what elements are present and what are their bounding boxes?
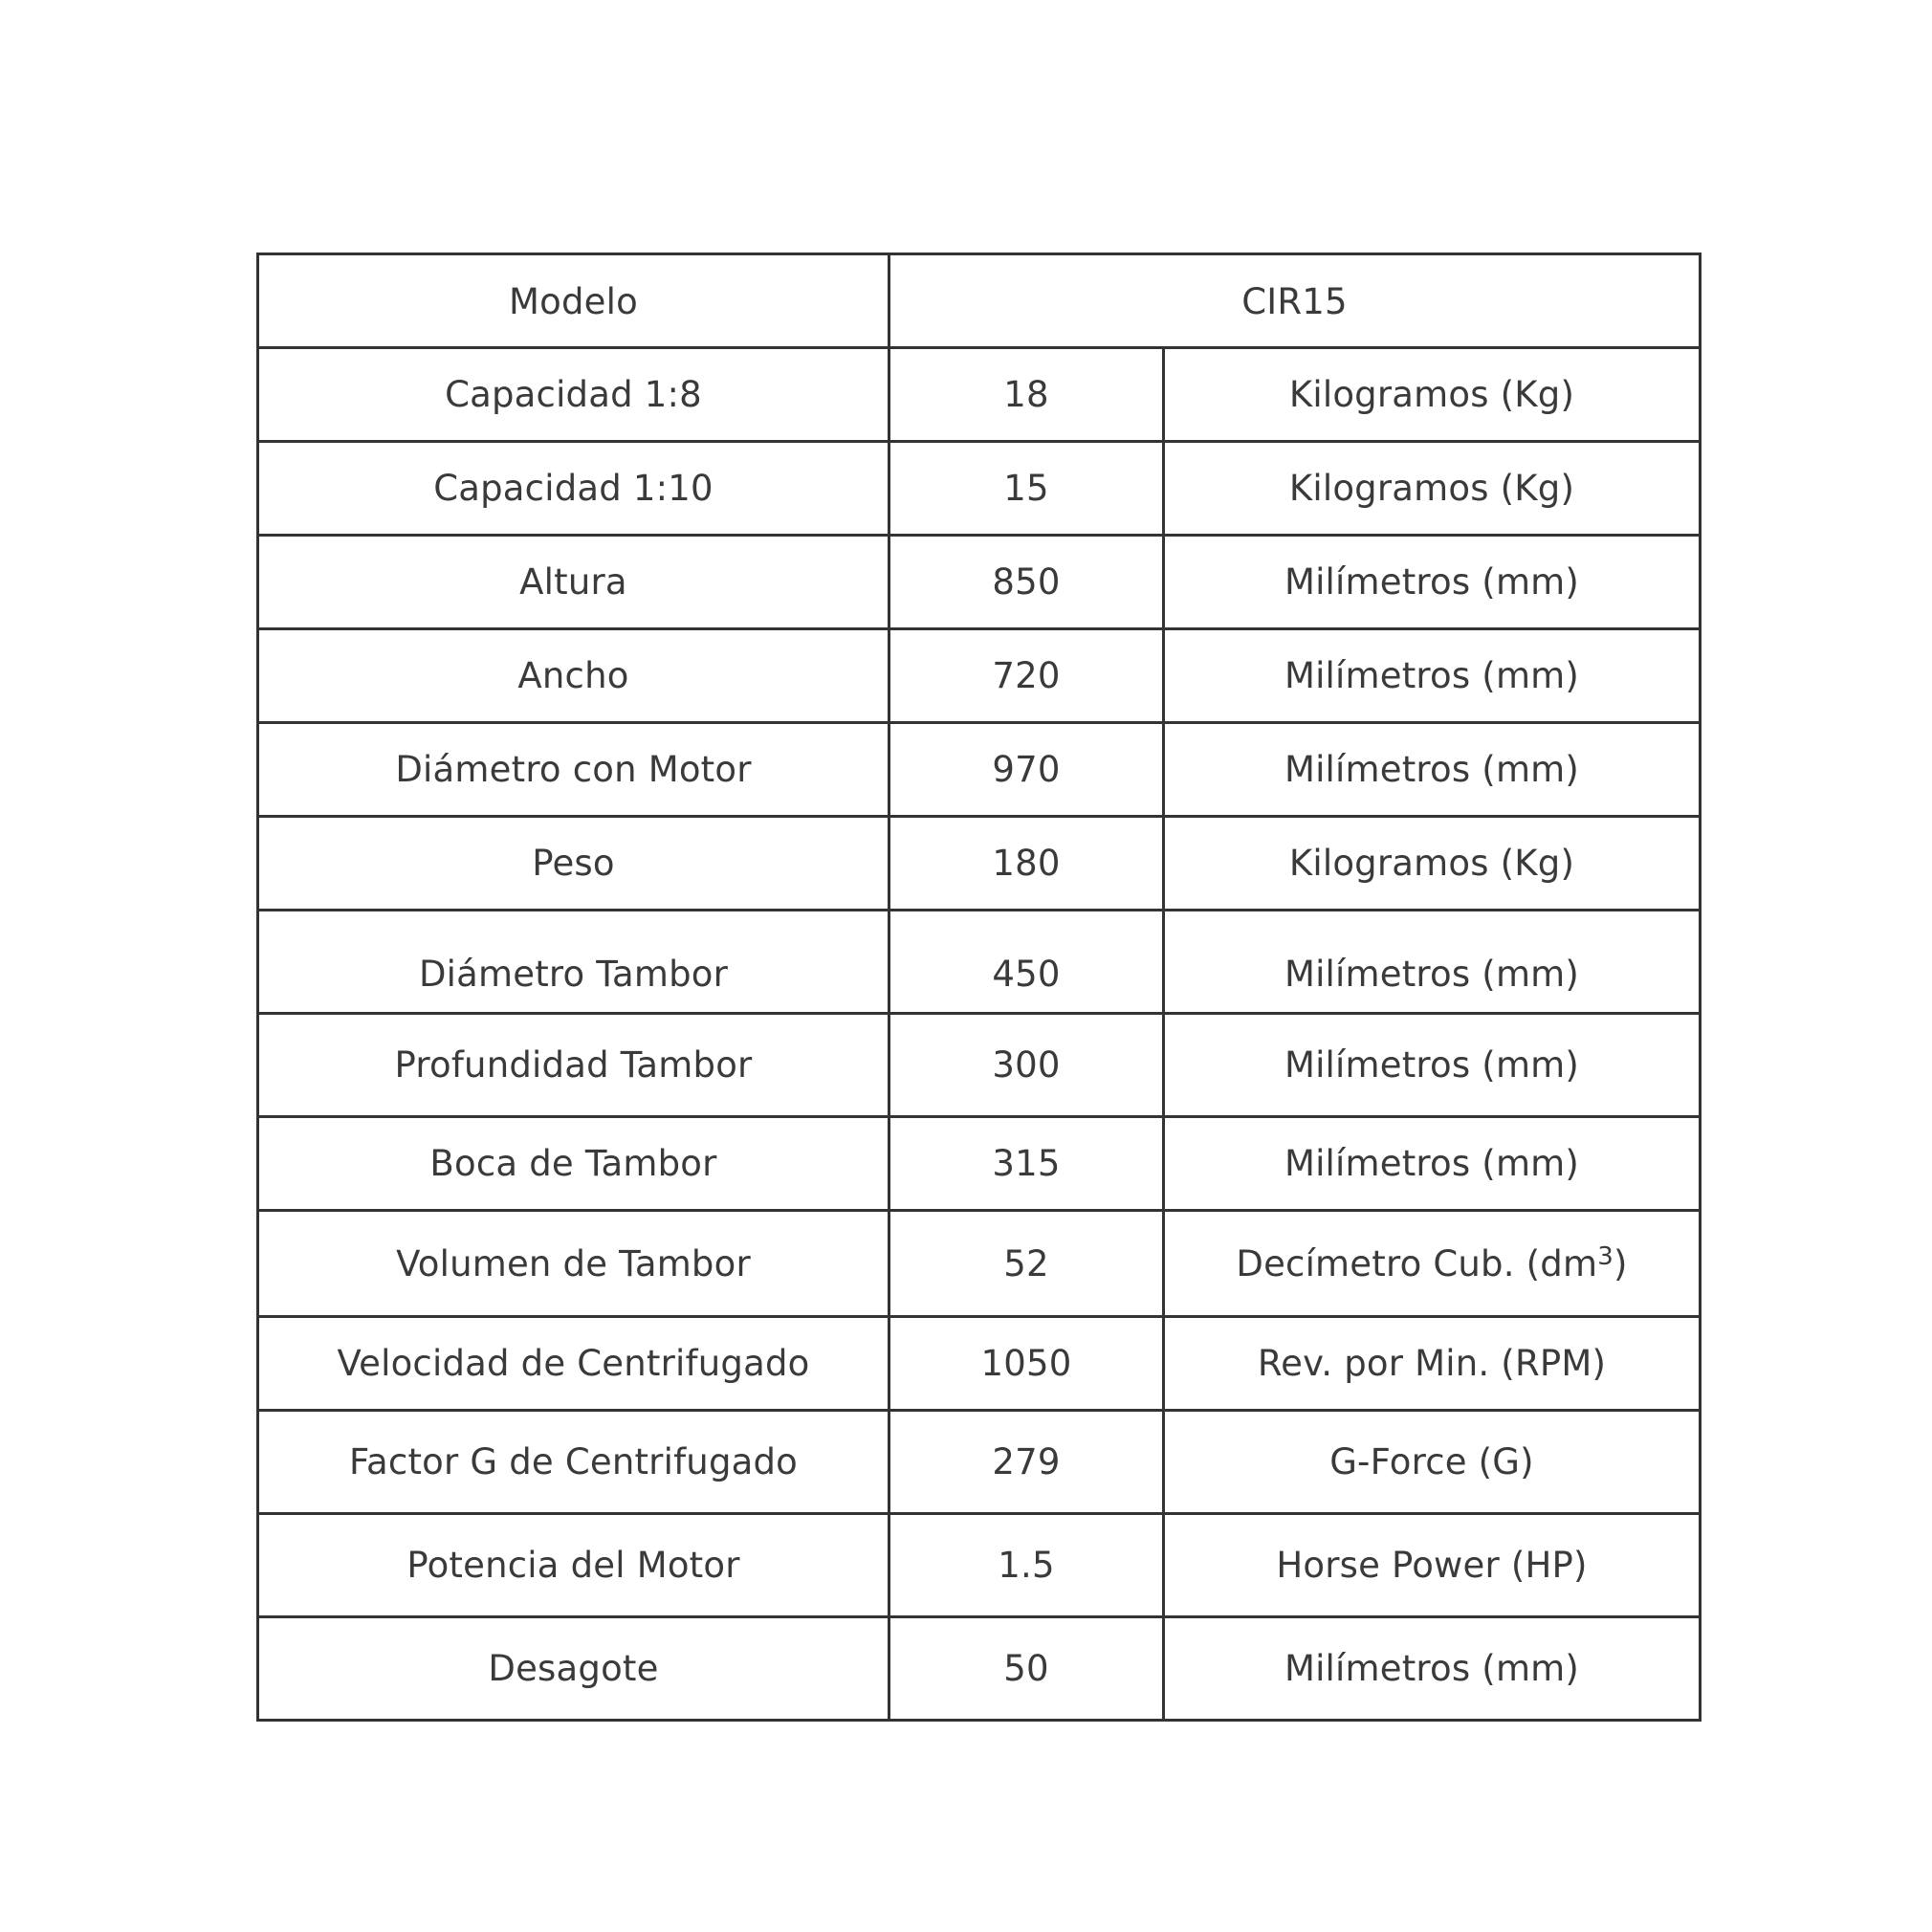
spec-value: 1050 [889, 1317, 1164, 1411]
spec-label: Volumen de Tambor [258, 1211, 889, 1317]
spec-unit: Rev. por Min. (RPM) [1164, 1317, 1701, 1411]
spec-label: Factor G de Centrifugado [258, 1411, 889, 1514]
spec-unit: Milímetros (mm) [1164, 1014, 1701, 1117]
table-row [258, 911, 1701, 1014]
table-row [258, 1211, 1701, 1317]
table-row [258, 817, 1701, 911]
spec-label: Potencia del Motor [258, 1514, 889, 1617]
spec-unit: Kilogramos (Kg) [1164, 817, 1701, 911]
table-header-row [258, 254, 1701, 348]
spec-value: 1.5 [889, 1514, 1164, 1617]
spec-value: 300 [889, 1014, 1164, 1117]
spec-label: Ancho [258, 629, 889, 723]
spec-unit: Milímetros (mm) [1164, 723, 1701, 817]
spec-unit: Milímetros (mm) [1164, 1617, 1701, 1721]
spec-unit: Milímetros (mm) [1164, 629, 1701, 723]
spec-value: 720 [889, 629, 1164, 723]
spec-unit: G-Force (G) [1164, 1411, 1701, 1514]
spec-label: Boca de Tambor [258, 1117, 889, 1211]
table-row [258, 1617, 1701, 1721]
spec-label: Desagote [258, 1617, 889, 1721]
spec-label: Capacidad 1:8 [258, 348, 889, 442]
spec-label: Peso [258, 817, 889, 911]
spec-value: 52 [889, 1211, 1164, 1317]
spec-value: 450 [889, 911, 1164, 1014]
model-value: CIR15 [889, 254, 1701, 348]
spec-label: Diámetro Tambor [258, 911, 889, 1014]
table-row [258, 1411, 1701, 1514]
spec-label: Velocidad de Centrifugado [258, 1317, 889, 1411]
spec-value: 180 [889, 817, 1164, 911]
table-row [258, 348, 1701, 442]
table-row [258, 442, 1701, 536]
table-row [258, 1317, 1701, 1411]
spec-value: 970 [889, 723, 1164, 817]
spec-value: 315 [889, 1117, 1164, 1211]
table-row [258, 1014, 1701, 1117]
spec-unit-tail: ) [1613, 1242, 1628, 1284]
spec-unit: Horse Power (HP) [1164, 1514, 1701, 1617]
spec-value: 18 [889, 348, 1164, 442]
table-row [258, 536, 1701, 629]
spec-value: 15 [889, 442, 1164, 536]
spec-unit: Milímetros (mm) [1164, 1117, 1701, 1211]
spec-label: Altura [258, 536, 889, 629]
spec-label: Profundidad Tambor [258, 1014, 889, 1117]
model-label: Modelo [258, 254, 889, 348]
spec-value: 850 [889, 536, 1164, 629]
spec-label: Diámetro con Motor [258, 723, 889, 817]
spec-unit: Kilogramos (Kg) [1164, 442, 1701, 536]
spec-label: Capacidad 1:10 [258, 442, 889, 536]
spec-value: 50 [889, 1617, 1164, 1721]
table-row [258, 723, 1701, 817]
spec-unit-superscript: 3 [1597, 1241, 1614, 1271]
spec-unit [1164, 1211, 1701, 1317]
spec-unit-base: Decímetro Cub. (dm [1236, 1242, 1598, 1284]
spec-unit: Milímetros (mm) [1164, 536, 1701, 629]
table-row [258, 629, 1701, 723]
spec-table [256, 252, 1701, 1722]
table-row [258, 1117, 1701, 1211]
table-row [258, 1514, 1701, 1617]
spec-unit: Milímetros (mm) [1164, 911, 1701, 1014]
spec-unit: Kilogramos (Kg) [1164, 348, 1701, 442]
spec-value: 279 [889, 1411, 1164, 1514]
